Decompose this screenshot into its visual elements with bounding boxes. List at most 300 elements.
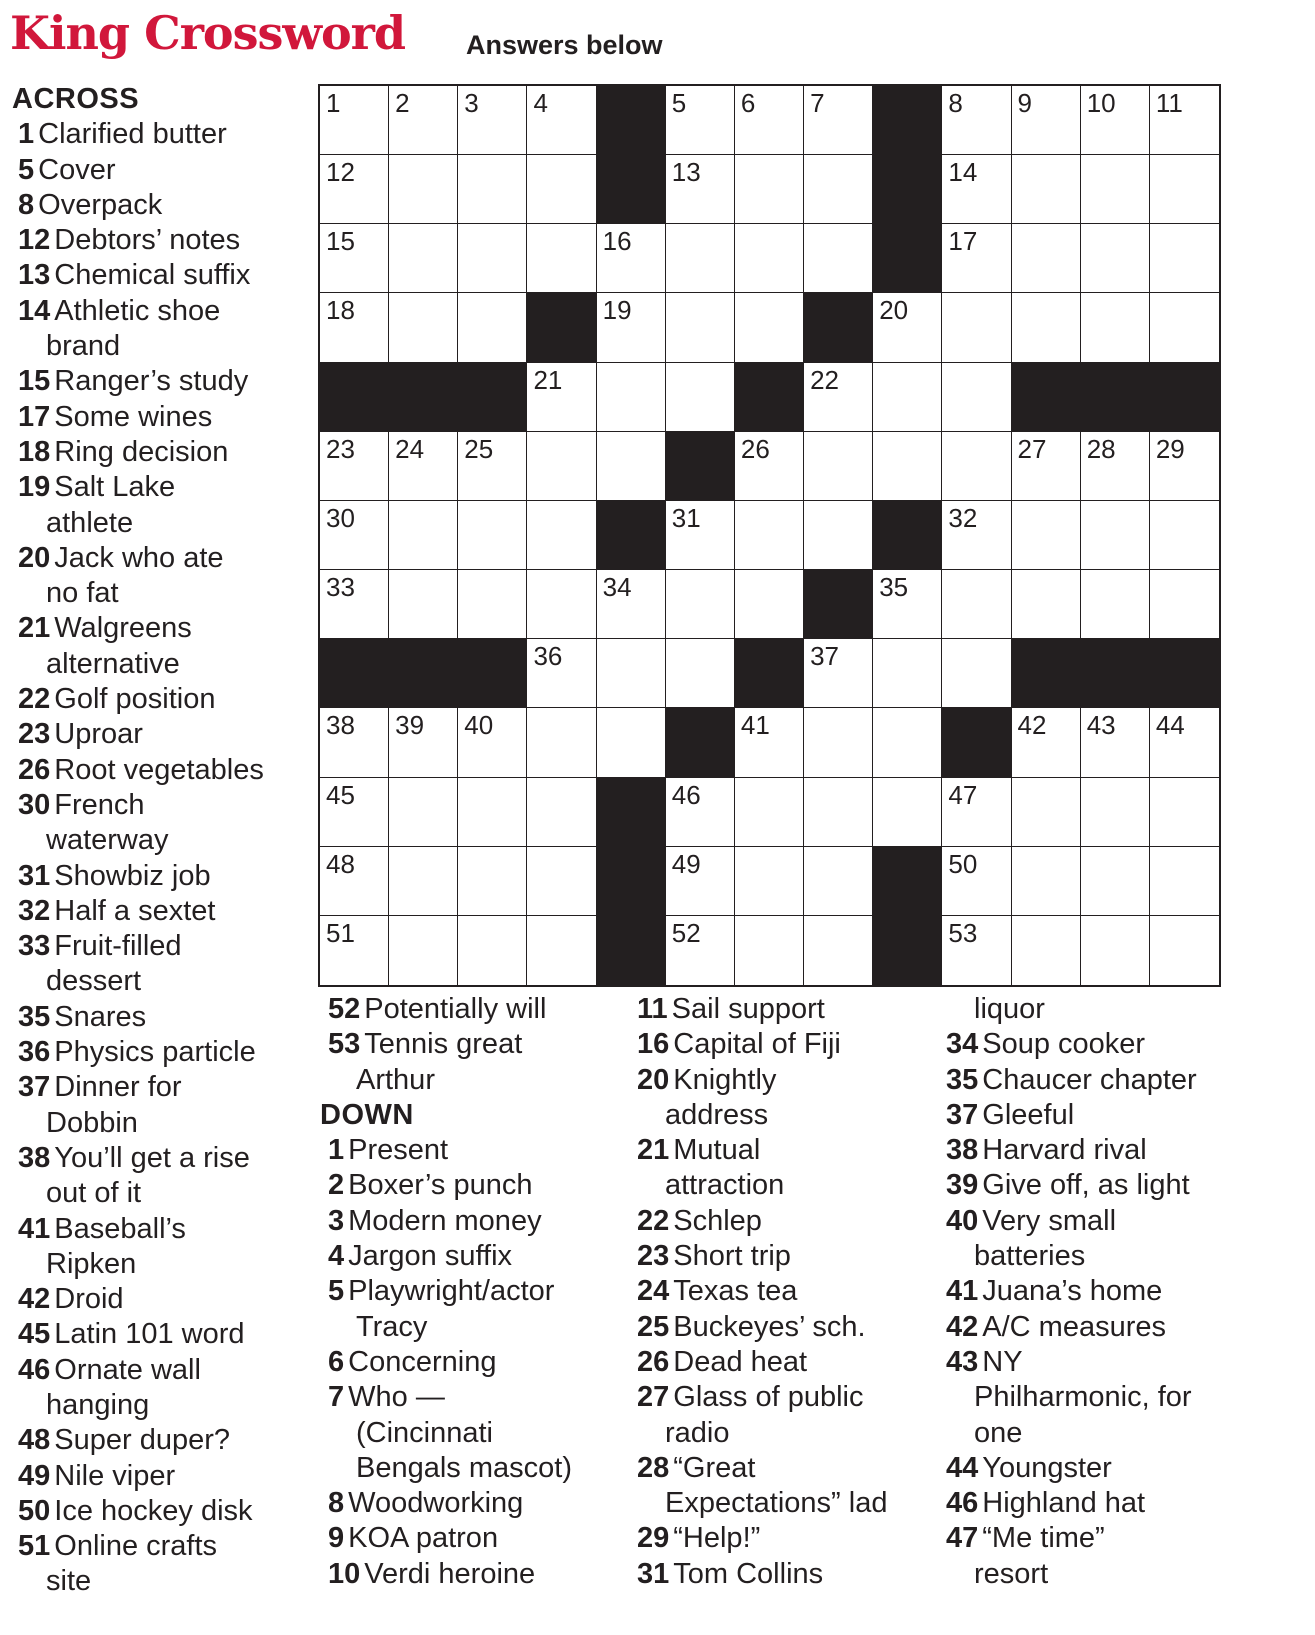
grid-block [1081,639,1150,708]
grid-cell[interactable] [389,432,458,501]
grid-cell[interactable] [942,155,1011,224]
clue-number: 1 [18,118,35,151]
clue [946,1310,1197,1345]
grid-cell[interactable] [735,432,804,501]
clue-number: 11 [637,993,668,1025]
grid-cell[interactable] [804,363,873,432]
clue-number: 38 [946,1134,979,1167]
grid-cell[interactable] [804,778,873,847]
clue [328,1168,572,1203]
clue-continuation [946,1380,1197,1415]
grid-cell[interactable] [942,639,1011,708]
clue-text: Highland hat [982,1487,1146,1520]
cell-number: 33 [326,572,355,603]
grid-cell[interactable] [942,847,1011,916]
clue-continuation [328,1063,572,1098]
grid-cell[interactable] [320,224,389,293]
grid-cell[interactable] [666,86,735,155]
clue-text: Who — [348,1381,445,1414]
grid-cell[interactable] [527,639,596,708]
grid-cell[interactable] [320,293,389,362]
grid-cell[interactable] [735,847,804,916]
grid-cell[interactable] [1012,86,1081,155]
grid-cell[interactable] [1012,708,1081,777]
clue-text: Verdi heroine [364,1557,536,1590]
grid-cell[interactable] [1081,916,1150,985]
clue-text: waterway [46,824,169,857]
grid-cell[interactable] [527,363,596,432]
cell-number: 8 [948,88,963,118]
clue-continuation [18,1247,264,1282]
grid-cell[interactable] [527,847,596,916]
grid-cell[interactable] [389,778,458,847]
clue-number: 45 [18,1318,51,1351]
clue-text: attraction [665,1169,785,1202]
grid-cell[interactable] [1081,86,1150,155]
clue-number: 1 [328,1134,345,1167]
clue [18,1070,264,1105]
clue-number: 8 [328,1487,345,1520]
clue-text: Root vegetables [54,753,264,786]
grid-cell[interactable] [666,570,735,639]
clue-number: 20 [18,541,51,574]
clue-text: hanging [46,1388,150,1421]
grid-cell[interactable] [320,778,389,847]
clue-text: Tom Collins [673,1557,824,1590]
grid-cell[interactable] [804,155,873,224]
grid-cell[interactable] [320,155,389,224]
grid-cell[interactable] [1081,778,1150,847]
clue-continuation [18,823,264,858]
clue-text: Texas tea [673,1275,798,1308]
grid-cell[interactable] [666,224,735,293]
clue-text: batteries [974,1240,1086,1273]
grid-cell[interactable] [597,432,666,501]
grid-cell[interactable] [527,155,596,224]
clue-continuation [18,1564,264,1599]
cell-number: 30 [326,502,355,533]
grid-cell[interactable] [1150,501,1219,570]
grid-block [804,293,873,362]
grid-cell[interactable] [1012,847,1081,916]
clue [637,1310,887,1345]
grid-cell[interactable] [873,432,942,501]
grid-cell[interactable] [597,570,666,639]
grid-cell[interactable] [527,432,596,501]
cell-number: 14 [948,157,978,188]
clue [328,1133,572,1168]
grid-cell[interactable] [666,293,735,362]
clue-number: 10 [328,1557,361,1590]
cell-number: 23 [326,433,355,464]
grid-cell[interactable] [666,778,735,847]
clue-number: 23 [18,718,51,751]
clue [18,1423,264,1458]
grid-cell[interactable] [320,570,389,639]
clue-text: Dobbin [46,1106,138,1139]
grid-cell[interactable] [458,708,527,777]
clue-text: Showbiz job [54,859,211,892]
clue-text: Overpack [38,188,163,221]
grid-block [873,155,942,224]
clue-number: 14 [18,294,51,327]
clue [18,894,264,929]
clue-text: alternative [46,647,180,680]
clue-text: Debtors’ notes [54,224,241,257]
clue-text: radio [665,1416,730,1449]
grid-cell[interactable] [1081,570,1150,639]
cell-number: 4 [533,88,548,118]
clue-continuation [946,992,1197,1027]
grid-cell[interactable] [1150,432,1219,501]
clue-number: 42 [18,1283,51,1316]
grid-cell[interactable] [942,86,1011,155]
clue-text: dessert [46,965,142,998]
grid-cell[interactable] [527,224,596,293]
clue [637,1380,887,1415]
grid-cell[interactable] [389,708,458,777]
clue-column-1 [12,82,264,1600]
cell-number: 27 [1017,433,1047,464]
grid-cell[interactable] [320,708,389,777]
grid-cell[interactable] [458,778,527,847]
grid-block [1150,639,1219,708]
clue-text: “Help!” [673,1522,761,1555]
clue-continuation [637,1486,887,1521]
grid-cell[interactable] [942,224,1011,293]
grid-cell[interactable] [389,293,458,362]
cell-number: 28 [1086,433,1116,464]
grid-cell[interactable] [873,778,942,847]
cell-number: 24 [395,433,425,464]
clue [946,1027,1197,1062]
cell-number: 7 [810,88,825,118]
clue-text: Ice hockey disk [54,1494,253,1527]
clue-text: Cover [38,153,116,186]
clue [637,1133,887,1168]
grid-cell[interactable] [1012,293,1081,362]
grid-cell[interactable] [1081,293,1150,362]
cell-number: 15 [326,226,355,257]
clue [18,1212,264,1247]
clue-continuation [946,1416,1197,1451]
grid-cell[interactable] [1081,501,1150,570]
grid-cell[interactable] [1150,708,1219,777]
grid-cell[interactable] [1012,778,1081,847]
clue-number: 23 [637,1240,670,1273]
clue-number: 25 [637,1310,670,1343]
clue-number: 41 [18,1212,51,1245]
grid-cell[interactable] [458,432,527,501]
clue [18,929,264,964]
clue-continuation [328,1416,572,1451]
clue-text: (Cincinnati [356,1416,493,1449]
grid-cell[interactable] [1150,916,1219,985]
clue-number: 29 [637,1522,670,1555]
grid-cell[interactable] [458,224,527,293]
grid-cell[interactable] [942,501,1011,570]
grid-cell[interactable] [1150,293,1219,362]
grid-cell[interactable] [666,501,735,570]
grid-cell[interactable] [735,155,804,224]
grid-cell[interactable] [942,916,1011,985]
clue-text: Sail support [671,993,825,1025]
clue-text: resort [974,1557,1049,1590]
grid-cell[interactable] [873,293,942,362]
clue-text: Very small [982,1204,1117,1237]
grid-cell[interactable] [873,363,942,432]
grid-cell[interactable] [458,155,527,224]
cell-number: 40 [464,710,494,741]
clue-text: Youngster [982,1451,1112,1484]
clue-continuation [18,1106,264,1141]
clue-continuation [18,576,264,611]
clue-number: 43 [946,1345,979,1378]
grid-cell[interactable] [942,363,1011,432]
clue-number: 19 [18,471,51,504]
clue [18,788,264,823]
grid-cell[interactable] [389,916,458,985]
grid-cell[interactable] [1150,847,1219,916]
clue [18,188,264,223]
grid-cell[interactable] [1012,224,1081,293]
grid-block [1012,363,1081,432]
grid-cell[interactable] [527,570,596,639]
cell-number: 12 [326,157,355,188]
grid-cell[interactable] [735,293,804,362]
grid-cell[interactable] [804,224,873,293]
grid-cell[interactable] [458,847,527,916]
clue-text: Glass of public [673,1381,864,1414]
grid-cell[interactable] [1150,155,1219,224]
grid-cell[interactable] [389,155,458,224]
clue [18,400,264,435]
clue-text: Tracy [356,1310,428,1343]
clue-text: Boxer’s punch [348,1169,533,1202]
cell-number: 35 [879,572,909,603]
grid-cell[interactable] [1150,224,1219,293]
grid-cell[interactable] [320,847,389,916]
cell-number: 39 [395,710,425,741]
grid-cell[interactable] [597,708,666,777]
grid-block [389,363,458,432]
clue-text: Schlep [673,1204,762,1237]
clue [328,992,572,1027]
clue-text: Capital of Fiji [673,1028,841,1061]
grid-cell[interactable] [1150,778,1219,847]
grid-cell[interactable] [1012,432,1081,501]
grid-cell[interactable] [320,916,389,985]
grid-cell[interactable] [320,501,389,570]
clue-text: Clarified butter [38,118,227,151]
grid-cell[interactable] [527,708,596,777]
grid-cell[interactable] [1081,432,1150,501]
grid-cell[interactable] [597,224,666,293]
clue-number: 5 [328,1275,345,1308]
clue-text: Short trip [673,1240,791,1273]
grid-block [1081,363,1150,432]
clue-text: A/C measures [982,1310,1166,1343]
clue-number: 48 [18,1424,51,1457]
grid-cell[interactable] [527,778,596,847]
clue [946,1521,1197,1556]
grid-cell[interactable] [597,639,666,708]
grid-block [735,363,804,432]
grid-cell[interactable] [804,639,873,708]
grid-cell[interactable] [666,639,735,708]
clue-text: Dead heat [673,1345,808,1378]
grid-cell[interactable] [1081,224,1150,293]
clue-number: 42 [946,1310,979,1343]
cell-number: 46 [671,779,701,810]
grid-cell[interactable] [389,224,458,293]
grid-cell[interactable] [942,778,1011,847]
cell-number: 2 [395,88,410,118]
grid-cell[interactable] [458,501,527,570]
grid-cell[interactable] [804,847,873,916]
clue [946,1451,1197,1486]
grid-cell[interactable] [666,916,735,985]
grid-cell[interactable] [804,708,873,777]
clue [328,1486,572,1521]
page-title: King Crossword [10,6,406,60]
grid-cell[interactable] [1081,847,1150,916]
grid-cell[interactable] [320,432,389,501]
grid-cell[interactable] [389,847,458,916]
clue-number: 41 [946,1275,979,1308]
clue [637,1557,887,1592]
clue-text: Latin 101 word [54,1318,245,1351]
cell-number: 9 [1017,88,1032,118]
clue-continuation [946,1239,1197,1274]
cell-number: 29 [1155,433,1185,464]
grid-cell[interactable] [458,86,527,155]
clue-text: Buckeyes’ sch. [673,1310,866,1343]
grid-cell[interactable] [735,501,804,570]
grid-cell[interactable] [1150,570,1219,639]
grid-cell[interactable] [873,708,942,777]
clue [18,1494,264,1529]
grid-cell[interactable] [873,639,942,708]
grid-cell[interactable] [389,570,458,639]
grid-cell[interactable] [873,570,942,639]
clue-continuation [946,1557,1197,1592]
grid-cell[interactable] [942,293,1011,362]
cell-number: 31 [671,502,701,533]
grid-cell[interactable] [804,916,873,985]
clue-number: 35 [946,1063,979,1096]
clue [328,1239,572,1274]
grid-cell[interactable] [1150,86,1219,155]
grid-cell[interactable] [597,293,666,362]
grid-cell[interactable] [320,86,389,155]
grid-cell[interactable] [666,847,735,916]
grid-cell[interactable] [942,432,1011,501]
clue [18,117,264,152]
grid-cell[interactable] [666,155,735,224]
grid-cell[interactable] [735,916,804,985]
clue-number: 20 [637,1063,670,1096]
grid-cell[interactable] [942,570,1011,639]
grid-cell[interactable] [458,293,527,362]
grid-cell[interactable] [666,363,735,432]
clue-text: Harvard rival [982,1134,1147,1167]
clue-text: Fruit-filled [54,930,182,963]
clue [18,1000,264,1035]
grid-cell[interactable] [735,708,804,777]
clue [18,1353,264,1388]
clue [946,1274,1197,1309]
clue-text: KOA patron [348,1522,499,1555]
grid-cell[interactable] [735,224,804,293]
clue-text: Athletic shoe [54,294,221,327]
clue [18,1035,264,1070]
grid-cell[interactable] [735,570,804,639]
grid-cell[interactable] [389,86,458,155]
clue-number: 27 [637,1381,670,1414]
grid-cell[interactable] [1012,916,1081,985]
clue-text: Online crafts [54,1530,218,1563]
clue [18,364,264,399]
grid-cell[interactable] [804,432,873,501]
clue-text: brand [46,330,121,363]
clue-number: 9 [328,1522,345,1555]
grid-block [873,847,942,916]
clue-text: Present [348,1134,449,1167]
cell-number: 3 [464,88,479,118]
grid-cell[interactable] [597,363,666,432]
clue-text: Droid [54,1283,124,1316]
grid-cell[interactable] [735,778,804,847]
grid-cell[interactable] [804,86,873,155]
grid-cell[interactable] [1012,155,1081,224]
grid-cell[interactable] [804,501,873,570]
cell-number: 52 [671,917,701,948]
grid-block [320,639,389,708]
clue-text: French [54,788,145,821]
grid-cell[interactable] [527,86,596,155]
cell-number: 22 [810,364,839,395]
clue-number: 37 [18,1071,51,1104]
grid-cell[interactable] [389,501,458,570]
grid-cell[interactable] [527,916,596,985]
cell-number: 5 [671,88,687,118]
clue-number: 18 [18,435,51,468]
clue [328,1380,572,1415]
cell-number: 1 [326,88,341,118]
grid-cell[interactable] [527,501,596,570]
clue-text: You’ll get a rise [54,1141,250,1174]
grid-cell[interactable] [1081,708,1150,777]
grid-cell[interactable] [1081,155,1150,224]
grid-cell[interactable] [1012,501,1081,570]
grid-cell[interactable] [458,916,527,985]
grid-block [458,363,527,432]
clue-text: Bengals mascot) [356,1451,572,1484]
cell-number: 32 [948,502,978,533]
clue-continuation [18,506,264,541]
clue [18,294,264,329]
grid-block [597,501,666,570]
cell-number: 45 [326,779,355,810]
grid-cell[interactable] [1012,570,1081,639]
clue-continuation [637,1168,887,1203]
grid-cell[interactable] [458,570,527,639]
clue [18,223,264,258]
clue-number: 16 [637,1028,670,1061]
clue [328,1274,572,1309]
grid-cell[interactable] [735,86,804,155]
